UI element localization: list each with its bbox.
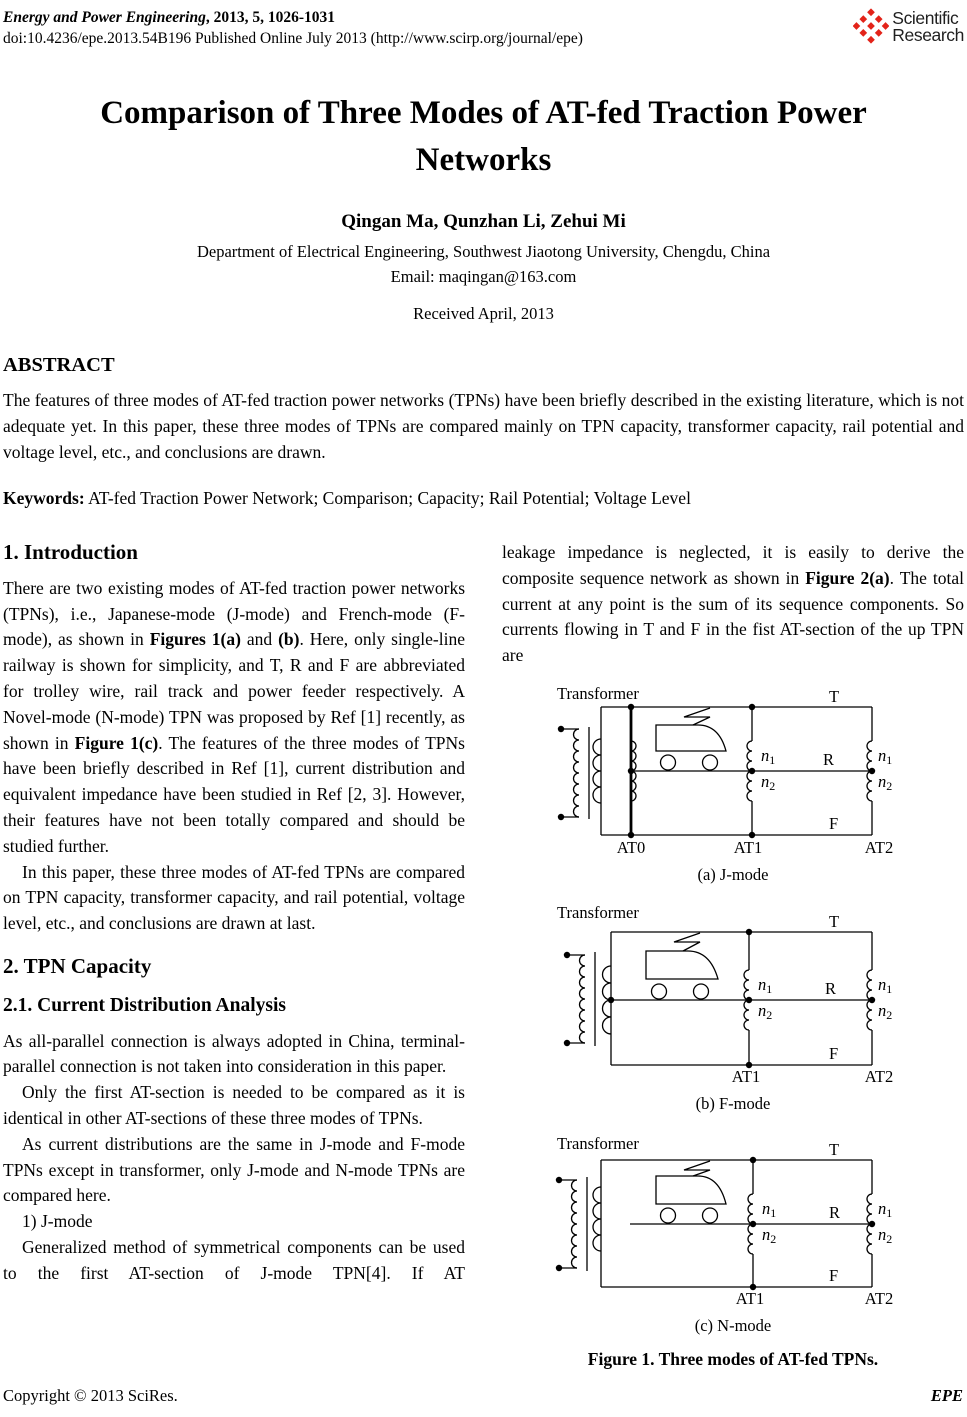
train-icon	[656, 725, 726, 751]
label-n2: n2	[878, 771, 893, 793]
abstract-heading: ABSTRACT	[3, 354, 115, 376]
scientific-research-logo	[853, 7, 964, 45]
section-2-1-heading: 2.1. Current Distribution Analysis	[3, 994, 286, 1016]
circuit-diagram-jmode	[513, 683, 953, 859]
body-paragraph-5: As current distributions are the same in J-mode and F-mode TPNs except in transformer, only J-mode and N-mode TPNs are compared here.	[3, 1133, 465, 1206]
label-r-rail: R	[823, 749, 835, 769]
figure-1b-caption: (b) F-mode	[695, 1093, 771, 1113]
keywords-line: Keywords: AT-fed Traction Power Network; Comparison; Capacity; Rail Potential; Voltage Level	[3, 488, 691, 508]
pantograph-icon	[674, 933, 700, 951]
journal-abbreviation: EPE	[930, 1386, 963, 1405]
body-paragraph-4: Only the first AT-section is needed to be compared as it is identical in other AT-sections of these three modes of TPNs.	[3, 1082, 465, 1128]
logo-word-1: Scientific	[892, 8, 959, 28]
label-transformer: Transformer	[557, 902, 639, 922]
label-n2: n2	[878, 1000, 893, 1022]
received-date: Received April, 2013	[413, 304, 554, 323]
label-at1: AT1	[733, 837, 763, 857]
label-f-feeder: F	[829, 1265, 839, 1285]
label-at2: AT2	[864, 1288, 894, 1308]
logo-diamonds-icon	[853, 7, 889, 45]
body-columns	[0, 540, 967, 1373]
figure-1b-fmode	[502, 902, 964, 1117]
left-column	[3, 540, 465, 1373]
affiliation: Department of Electrical Engineering, Southwest Jiaotong University, Chengdu, China	[196, 242, 771, 261]
label-f-feeder: F	[829, 1043, 839, 1063]
figure-1c-caption: (c) N-mode	[694, 1315, 772, 1335]
label-n1: n1	[878, 1198, 893, 1220]
figure-1a-caption: (a) J-mode	[697, 864, 769, 884]
figure-1c-nmode	[502, 1131, 964, 1339]
intro-paragraph-2: In this paper, these three modes of AT-fed TPNs are compared on TPN capacity, transformer capacity, and rail potential, voltage level, etc., and conclusions are drawn at last.	[3, 861, 465, 934]
label-n2: n2	[762, 1224, 777, 1246]
title-line-2: Networks	[415, 142, 552, 178]
label-n2: n2	[758, 1000, 773, 1022]
label-transformer: Transformer	[557, 683, 639, 703]
label-n1: n1	[878, 745, 893, 767]
section-2-heading: 2. TPN Capacity	[3, 953, 152, 978]
page-footer	[3, 1386, 963, 1406]
label-n1: n1	[878, 974, 893, 996]
right-paragraph-1: leakage impedance is neglected, it is easily to derive the composite sequence network as shown in Figure 2(a). The total current at any point is the sum of its sequence components. So currents flowing in T and F in the fist AT-section of the up TPN are	[502, 542, 964, 666]
label-transformer: Transformer	[557, 1133, 639, 1153]
figure-1a-jmode	[502, 683, 964, 888]
abstract-text: The features of three modes of AT-fed traction power networks (TPNs) have been briefly described in the existing literature, which is not adequate yet. In this paper, these three modes of TPNs are compared mainly on TPN capacity, transformer capacity, rail potential and voltage level, etc., and conclusions are drawn.	[3, 390, 964, 462]
circuit-diagram-nmode	[513, 1131, 953, 1310]
label-r-rail: R	[829, 1202, 841, 1222]
train-icon	[656, 1176, 726, 1204]
pantograph-icon	[684, 1161, 710, 1176]
journal-citation: Energy and Power Engineering, 2013, 5, 1026-1031	[3, 9, 335, 26]
label-f-feeder: F	[829, 813, 839, 833]
body-paragraph-6: 1) J-mode	[22, 1211, 93, 1232]
pantograph-icon	[684, 708, 710, 725]
page-header	[0, 0, 967, 49]
label-at0: AT0	[616, 837, 646, 857]
logo-word-2: Research	[892, 25, 964, 45]
circuit-diagram-fmode	[513, 902, 953, 1088]
right-column	[502, 540, 964, 1373]
label-n2: n2	[878, 1224, 893, 1246]
intro-paragraph-1: There are two existing modes of AT-fed traction power networks (TPNs), i.e., Japanese-mode (J-mode) and French-mode (F-mode), as shown in Figures 1(a) and (b). Here, only single-line railway is shown for simplicity, and T, R and F are abbreviated for trolley wire, rail track and power feeder respectively. A Novel-mode (N-mode) TPN was proposed by Ref [1] recently, as shown in Figure 1(c). The features of the three modes of TPNs have been briefly described in Ref [1], current distribution and equivalent impedance have been studied in Ref [2, 3]. However, their features have not been totally compared and should be studied further.	[3, 577, 466, 856]
train-icon	[646, 951, 718, 979]
body-paragraph-7: Generalized method of symmetrical components can be used to the first AT-section of J-mode TPN[4]. If AT	[3, 1236, 465, 1283]
doi-line: doi:10.4236/epe.2013.54B196 Published Online July 2013 (http://www.scirp.org/journal/epe)	[3, 30, 583, 47]
label-t-wire: T	[829, 1139, 840, 1159]
page-title	[44, 90, 924, 184]
logo-wordmark	[892, 10, 964, 44]
label-t-wire: T	[829, 911, 840, 931]
label-r-rail: R	[825, 978, 837, 998]
label-at2: AT2	[864, 837, 894, 857]
email-line: Email: maqingan@163.com	[390, 267, 577, 286]
title-line-1: Comparison of Three Modes of AT-fed Traction Power	[100, 95, 867, 131]
label-n1: n1	[762, 1198, 777, 1220]
label-n2: n2	[761, 771, 776, 793]
authors: Qingan Ma, Qunzhan Li, Zehui Mi	[341, 211, 626, 232]
label-at1: AT1	[731, 1066, 761, 1086]
section-1-heading: 1. Introduction	[3, 540, 138, 564]
body-paragraph-3: As all-parallel connection is always adopted in China, terminal-parallel connection is not taken into consideration in this paper.	[3, 1030, 465, 1077]
label-t-wire: T	[829, 686, 840, 706]
figure-1-main-caption: Figure 1. Three modes of AT-fed TPNs.	[587, 1349, 879, 1370]
label-at2: AT2	[864, 1066, 894, 1086]
label-n1: n1	[758, 974, 773, 996]
copyright-notice: Copyright © 2013 SciRes.	[3, 1386, 178, 1405]
label-at1: AT1	[735, 1288, 765, 1308]
label-n1: n1	[761, 745, 776, 767]
